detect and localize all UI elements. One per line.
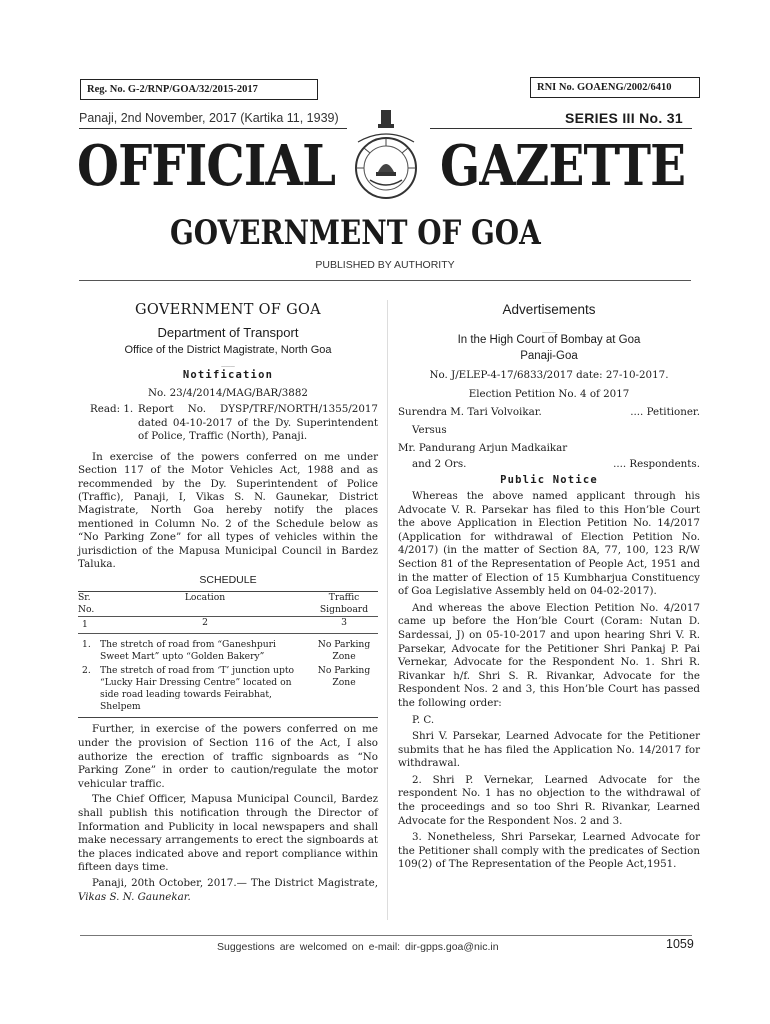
schedule-bottom-rule [78, 717, 378, 718]
published-by-authority: PUBLISHED BY AUTHORITY [315, 259, 455, 271]
row-sr: 2. [82, 665, 91, 677]
page-number: 1059 [666, 937, 694, 951]
rni-number: RNI No. GOAENG/2002/6410 [537, 82, 672, 93]
paragraph-2: Further, in exercise of the powers conferred on me under the provision of Section 116 of the Act, I also authorize the erection of traffic signboards as “No Parking Zone” in order to caution/regulate the motor vehicular traffic. [78, 723, 378, 790]
respondent-others: and 2 Ors. [412, 458, 467, 470]
masthead-government-of-goa: GOVERNMENT OF GOA [170, 213, 541, 253]
notification-title: Notification [182, 369, 274, 381]
read-label: Read: 1. [90, 403, 134, 415]
masthead-gazette: GAZETTE [440, 133, 686, 199]
paragraph-1: In exercise of the powers conferred on me under Section 117 of the Motor Vehicles Act, 1988 and as recommended by the Dy. Superintendent of Police (Traffic), Panaji, I, Vikas S. N. Gaunekar, District Magistrate, North Goa hereby notify the places mentioned in Column No. 2 of the Schedule below as “No Parking Zone” for all types of vehicles within the jurisdiction of the Mapusa Municipal Council in Bardez Taluka. [78, 450, 378, 571]
petitioner-line [398, 404, 700, 421]
table-row [78, 634, 378, 664]
issue-date-line: Panaji, 2nd November, 2017 (Kartika 11, 1939) [79, 111, 339, 125]
header-traffic: Traffic [328, 592, 360, 604]
signature-block [78, 877, 378, 904]
respondent-name: Mr. Pandurang Arjun Madkaikar [398, 442, 568, 454]
read-text: Report No. DYSP/TRF/NORTH/1355/2017 dated 04-10-2017 of the Dy. Superintendent of Police, Traffic (North), Panaji. [138, 403, 378, 443]
election-petition-number: Election Petition No. 4 of 2017 [468, 388, 630, 400]
public-notice-title: Public Notice [500, 474, 598, 486]
notification-column [78, 300, 378, 904]
advertisements-heading: Advertisements [502, 302, 596, 317]
header-no: No. [78, 604, 95, 616]
header-rule-left [79, 128, 347, 129]
order-pc: P. C. [412, 713, 435, 726]
registration-number: Reg. No. G-2/RNP/GOA/32/2015-2017 [87, 84, 258, 95]
goa-state-emblem-icon [340, 108, 432, 208]
notice-paragraph-4: 2. Shri P. Vernekar, Learned Advocate for the respondent No. 1 has no objection to the withdrawal of the proceedings and so too Shri R. Rivankar, Learned Advocate for the Respondent Nos. 2 and 3. [398, 773, 700, 827]
schedule-header-row [78, 592, 378, 617]
section-heading: GOVERNMENT OF GOA [135, 302, 321, 318]
advertisements-column [398, 300, 700, 872]
court-name: In the High Court of Bombay at Goa [457, 334, 641, 346]
series-number: SERIES III No. 31 [565, 110, 683, 126]
header-signboard: Signboard [319, 604, 369, 616]
rni-number-box [530, 77, 700, 98]
header-sr: Sr. [78, 592, 91, 604]
registration-number-box [80, 79, 318, 100]
office-name: Office of the District Magistrate, North Goa [124, 344, 332, 356]
masthead-bottom-rule [79, 280, 691, 281]
schedule-table [78, 592, 378, 717]
department-name: Department of Transport [157, 325, 299, 340]
column-3: 3 [341, 617, 347, 629]
signatory-name: Vikas S. N. Gaunekar. [78, 890, 191, 903]
row-location: The stretch of road from ‘T’ junction upto “Lucky Hair Dressing Centre” located on side road leading towards Feirabhat, Shelpem [100, 665, 295, 713]
petition-reference-number: No. J/ELEP-4-17/6833/2017 date: 27-10-2017. [429, 369, 669, 381]
read-reference [78, 403, 378, 444]
petitioner-name: Surendra M. Tari Volvoikar. [398, 406, 542, 418]
separator: ___ [542, 323, 556, 333]
respondent-role: .... Respondents. [613, 458, 700, 470]
header-location: Location [184, 592, 226, 604]
header-rule-right [430, 128, 692, 129]
paragraph-3: The Chief Officer, Mapusa Municipal Council, Bardez shall publish this notification through the Director of Information and Publicity in local newspapers and shall make necessary arrangements to erect the signboards at the places indicated above and report compliance within fifteen days time. [78, 793, 378, 874]
column-divider [387, 300, 388, 920]
respondent-line [398, 457, 700, 471]
notice-paragraph-3: Shri V. Parsekar, Learned Advocate for the Petitioner submits that he has filed the Application No. 14/2017 for withdrawal. [398, 730, 700, 770]
row-signboard: No Parking Zone [317, 665, 371, 689]
column-2: 2 [202, 617, 208, 629]
table-row [78, 663, 378, 717]
versus: Versus [412, 424, 447, 436]
schedule-column-number-row [78, 617, 378, 634]
signature-line: Panaji, 20th October, 2017.— The District Magistrate, [92, 876, 378, 889]
separator: ___ [221, 357, 235, 367]
notification-number: No. 23/4/2014/MAG/BAR/3882 [148, 387, 308, 399]
column-1: 1 [82, 619, 88, 631]
court-location: Panaji-Goa [520, 350, 578, 362]
row-location: The stretch of road from “Ganeshpuri Sweet Mart” upto “Golden Bakery” [100, 639, 276, 663]
footer-rule [80, 935, 692, 936]
row-signboard: No Parking Zone [317, 639, 371, 663]
schedule-title: SCHEDULE [199, 574, 257, 587]
notice-paragraph-5: 3. Nonetheless, Shri Parsekar, Learned Advocate for the Petitioner shall comply with the predicates of Section 109(2) of The Representation of the People Act,1951. [398, 831, 700, 871]
notice-paragraph-2: And whereas the above Election Petition No. 4/2017 came up before the Hon’ble Court (Coram: Nutan D. Sardessai, J) on 05-10-2017 and upon hearing Shri V. R. Parsekar, Advocate for the Petitioner Shri Pankaj P. Pai Vernekar, Advocate for the Respondent No. 1. Shri R. Rivankar h/f. Shri S. R. Rivankar, Advocate for the Respondent Nos. 2 and 3, this Hon’ble Court has passed the following order: [398, 601, 700, 709]
masthead-official: OFFICIAL [77, 133, 336, 199]
notice-paragraph-1: Whereas the above named applicant through his Advocate V. R. Parsekar has filed to this Hon’ble Court the above Application in Election Petition No. 14/2017 (Application for withdrawal of Election Petition No. 4/2017) (in the matter of Section 8A, 77, 100, 123 R/W Section 81 of the Representation of People Act, 1951 and in the matter of Election of 15 Kumbharjua Constituency of Goa Legislative Assembly held on 04-02-2017). [398, 490, 700, 598]
petitioner-role: .... Petitioner. [630, 406, 700, 418]
footer-suggestion: Suggestions are welcomed on e-mail: dir-gpps.goa@nic.in [217, 941, 499, 953]
row-sr: 1. [82, 639, 91, 651]
